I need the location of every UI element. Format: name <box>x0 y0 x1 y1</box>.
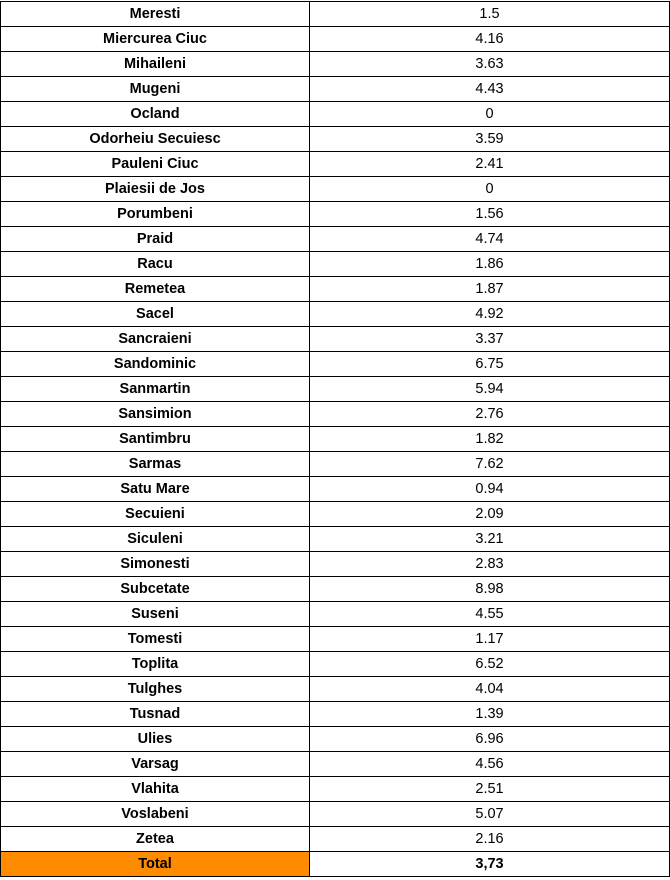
table-row <box>1 677 670 702</box>
locality-value-cell[interactable]: 4.16 <box>310 27 670 52</box>
locality-name-cell[interactable]: Sarmas <box>1 452 310 477</box>
locality-name-cell[interactable]: Sanmartin <box>1 377 310 402</box>
table-row <box>1 702 670 727</box>
table-row <box>1 227 670 252</box>
locality-value-cell[interactable]: 3.59 <box>310 127 670 152</box>
table-row <box>1 152 670 177</box>
locality-value-cell[interactable]: 5.94 <box>310 377 670 402</box>
table-row <box>1 27 670 52</box>
locality-value-cell[interactable]: 2.41 <box>310 152 670 177</box>
locality-name-cell[interactable]: Porumbeni <box>1 202 310 227</box>
data-table <box>0 1 670 877</box>
locality-value-cell[interactable]: 6.75 <box>310 352 670 377</box>
locality-name-cell[interactable]: Simonesti <box>1 552 310 577</box>
locality-name-cell[interactable]: Odorheiu Secuiesc <box>1 127 310 152</box>
locality-name-cell[interactable]: Tulghes <box>1 677 310 702</box>
locality-value-cell[interactable]: 2.83 <box>310 552 670 577</box>
locality-value-cell[interactable]: 4.43 <box>310 77 670 102</box>
locality-value-cell[interactable]: 0 <box>310 102 670 127</box>
table-row <box>1 102 670 127</box>
table-row <box>1 802 670 827</box>
locality-name-cell[interactable]: Tusnad <box>1 702 310 727</box>
locality-name-cell[interactable]: Sacel <box>1 302 310 327</box>
locality-value-cell[interactable]: 1.5 <box>310 2 670 27</box>
locality-name-cell[interactable]: Subcetate <box>1 577 310 602</box>
locality-value-cell[interactable]: 3.21 <box>310 527 670 552</box>
locality-name-cell[interactable]: Varsag <box>1 752 310 777</box>
locality-value-cell[interactable]: 1.39 <box>310 702 670 727</box>
locality-value-cell[interactable]: 4.56 <box>310 752 670 777</box>
locality-name-cell[interactable]: Miercurea Ciuc <box>1 27 310 52</box>
table-row <box>1 252 670 277</box>
locality-value-cell[interactable]: 1.82 <box>310 427 670 452</box>
locality-value-cell[interactable]: 3.37 <box>310 327 670 352</box>
locality-name-cell[interactable]: Meresti <box>1 2 310 27</box>
locality-name-cell[interactable]: Toplita <box>1 652 310 677</box>
locality-name-cell[interactable]: Ocland <box>1 102 310 127</box>
table-row <box>1 202 670 227</box>
locality-name-cell[interactable]: Tomesti <box>1 627 310 652</box>
table-row <box>1 427 670 452</box>
locality-value-cell[interactable]: 1.86 <box>310 252 670 277</box>
locality-value-cell[interactable]: 4.92 <box>310 302 670 327</box>
table-row <box>1 552 670 577</box>
locality-name-cell[interactable]: Ulies <box>1 727 310 752</box>
total-label-cell[interactable]: Total <box>1 852 310 877</box>
table-row <box>1 52 670 77</box>
locality-value-cell[interactable]: 5.07 <box>310 802 670 827</box>
locality-name-cell[interactable]: Vlahita <box>1 777 310 802</box>
table-row <box>1 752 670 777</box>
table-row <box>1 302 670 327</box>
locality-value-cell[interactable]: 8.98 <box>310 577 670 602</box>
locality-value-cell[interactable]: 2.76 <box>310 402 670 427</box>
locality-value-cell[interactable]: 4.04 <box>310 677 670 702</box>
locality-value-cell[interactable]: 4.74 <box>310 227 670 252</box>
table-row <box>1 77 670 102</box>
table-row <box>1 127 670 152</box>
table-row <box>1 177 670 202</box>
table-row <box>1 527 670 552</box>
table-body <box>1 2 670 877</box>
locality-name-cell[interactable]: Sancraieni <box>1 327 310 352</box>
locality-name-cell[interactable]: Pauleni Ciuc <box>1 152 310 177</box>
locality-name-cell[interactable]: Siculeni <box>1 527 310 552</box>
table-row <box>1 652 670 677</box>
locality-name-cell[interactable]: Suseni <box>1 602 310 627</box>
locality-name-cell[interactable]: Plaiesii de Jos <box>1 177 310 202</box>
locality-value-cell[interactable]: 0.94 <box>310 477 670 502</box>
locality-name-cell[interactable]: Racu <box>1 252 310 277</box>
table-row <box>1 452 670 477</box>
table-row <box>1 827 670 852</box>
table-row <box>1 477 670 502</box>
locality-value-cell[interactable]: 2.09 <box>310 502 670 527</box>
table-row <box>1 402 670 427</box>
locality-name-cell[interactable]: Satu Mare <box>1 477 310 502</box>
table-row <box>1 327 670 352</box>
table-row <box>1 577 670 602</box>
total-value-cell[interactable]: 3,73 <box>310 852 670 877</box>
locality-name-cell[interactable]: Secuieni <box>1 502 310 527</box>
locality-value-cell[interactable]: 1.17 <box>310 627 670 652</box>
table-row <box>1 602 670 627</box>
locality-name-cell[interactable]: Mihaileni <box>1 52 310 77</box>
locality-value-cell[interactable]: 6.52 <box>310 652 670 677</box>
locality-value-cell[interactable]: 4.55 <box>310 602 670 627</box>
table-row <box>1 377 670 402</box>
locality-value-cell[interactable]: 7.62 <box>310 452 670 477</box>
locality-name-cell[interactable]: Santimbru <box>1 427 310 452</box>
total-row <box>1 852 670 877</box>
locality-value-cell[interactable]: 2.51 <box>310 777 670 802</box>
table-row <box>1 352 670 377</box>
locality-value-cell[interactable]: 1.87 <box>310 277 670 302</box>
locality-value-cell[interactable]: 3.63 <box>310 52 670 77</box>
locality-name-cell[interactable]: Sandominic <box>1 352 310 377</box>
table-row <box>1 502 670 527</box>
locality-name-cell[interactable]: Sansimion <box>1 402 310 427</box>
locality-value-cell[interactable]: 0 <box>310 177 670 202</box>
locality-name-cell[interactable]: Remetea <box>1 277 310 302</box>
locality-value-cell[interactable]: 6.96 <box>310 727 670 752</box>
table-row <box>1 777 670 802</box>
locality-value-cell[interactable]: 1.56 <box>310 202 670 227</box>
table-row <box>1 627 670 652</box>
locality-name-cell[interactable]: Mugeni <box>1 77 310 102</box>
locality-name-cell[interactable]: Voslabeni <box>1 802 310 827</box>
locality-name-cell[interactable]: Praid <box>1 227 310 252</box>
locality-name-cell[interactable]: Zetea <box>1 827 310 852</box>
locality-value-cell[interactable]: 2.16 <box>310 827 670 852</box>
table-row <box>1 277 670 302</box>
table-row <box>1 727 670 752</box>
table-row <box>1 2 670 27</box>
